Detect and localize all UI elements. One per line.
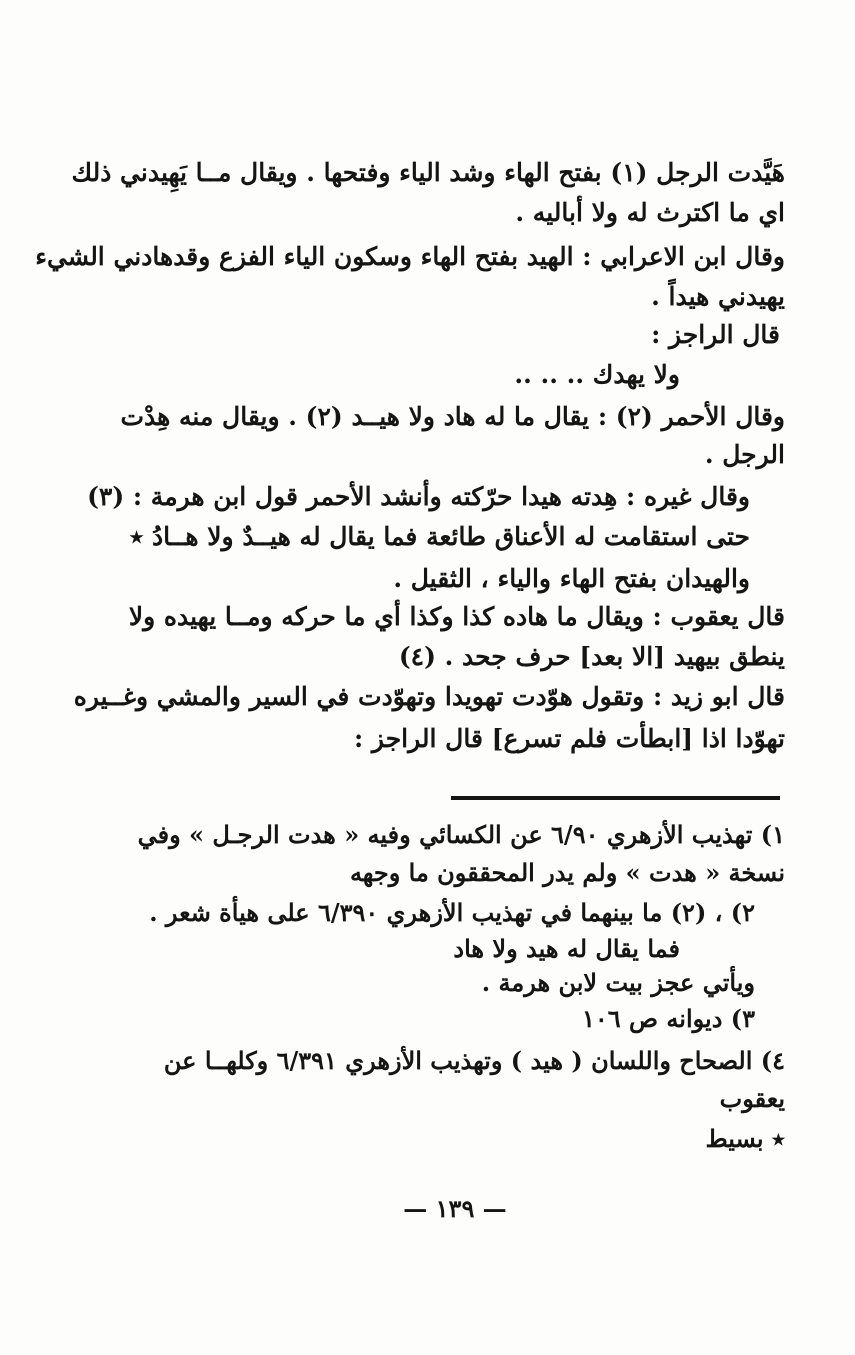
footnote-line: ١) تهذيب الأزهري ٦/٩٠ عن الكسائي وفيه « هدت الرجـل » وفي — [137, 820, 785, 849]
footnote-line: ٭ بسيط — [705, 1124, 785, 1153]
footnote-line: يعقوب — [719, 1084, 785, 1113]
text-line: ينطق بيهيد [الا بعد] حرف جحد . (٤) — [398, 642, 785, 671]
footnote-line: ويأتي عجز بيت لابن هرمة . — [481, 968, 755, 997]
text-line: والهيدان بفتح الهاء والياء ، الثقيل . — [393, 564, 750, 593]
text-line: قال الراجز : — [651, 320, 780, 349]
footnote-line: نسخة « هدت » ولم يدر المحققون ما وجهه — [349, 858, 785, 887]
verse-line: حتى استقامت له الأعناق طائعة فما يقال له هيــدٌ ولا هــادُ ٭ — [129, 522, 750, 551]
text-line: قال ابو زيد : وتقول هوّدت تهويدا وتهوّدت في السير والمشي وغــيره — [73, 682, 785, 711]
text-line: وقال غيره : هِدته هيدا حرّكته وأنشد الأحمر قول ابن هرمة : (٣) — [87, 482, 750, 511]
footnote-separator — [451, 796, 780, 800]
footnote-line: ٢) ، (٢) ما بينهما في تهذيب الأزهري ٦/٣٩٠ على هيأة شعر . — [149, 898, 755, 927]
text-line: وقال الأحمر (٢) : يقال ما له هاد ولا هيــد (٢) . ويقال منه هِدْت — [120, 402, 785, 431]
verse-line: ولا يهدك .. .. .. — [514, 360, 680, 389]
footnote-line: ٤) الصحاح واللسان ( هيد ) وتهذيب الأزهري ٦/٣٩١ وكلهــا عن — [163, 1046, 785, 1075]
text-line: يهيدني هيداً . — [651, 282, 785, 311]
text-line: قال يعقوب : ويقال ما هاده كذا وكذا أي ما حركه ومــا يهيده ولا — [128, 602, 785, 631]
text-line: وقال ابن الاعرابي : الهيد بفتح الهاء وسكون الياء الفزع وقدهادني الشيء — [35, 242, 785, 271]
footnote-line: فما يقال له هيد ولا هاد — [453, 934, 680, 963]
page-number: — ١٣٩ — — [403, 1194, 507, 1223]
text-line: هَيَّدت الرجل (١) بفتح الهاء وشد الياء وفتحها . ويقال مــا يَهِيدني ذلك — [71, 158, 785, 187]
footnote-line: ٣) ديوانه ص ١٠٦ — [582, 1004, 755, 1033]
text-line: اي ما اكترث له ولا أباليه . — [515, 198, 785, 227]
text-line: تهوّدا اذا [ابطأت فلم تسرع] قال الراجز : — [354, 724, 785, 753]
text-line: الرجل . — [704, 440, 785, 469]
